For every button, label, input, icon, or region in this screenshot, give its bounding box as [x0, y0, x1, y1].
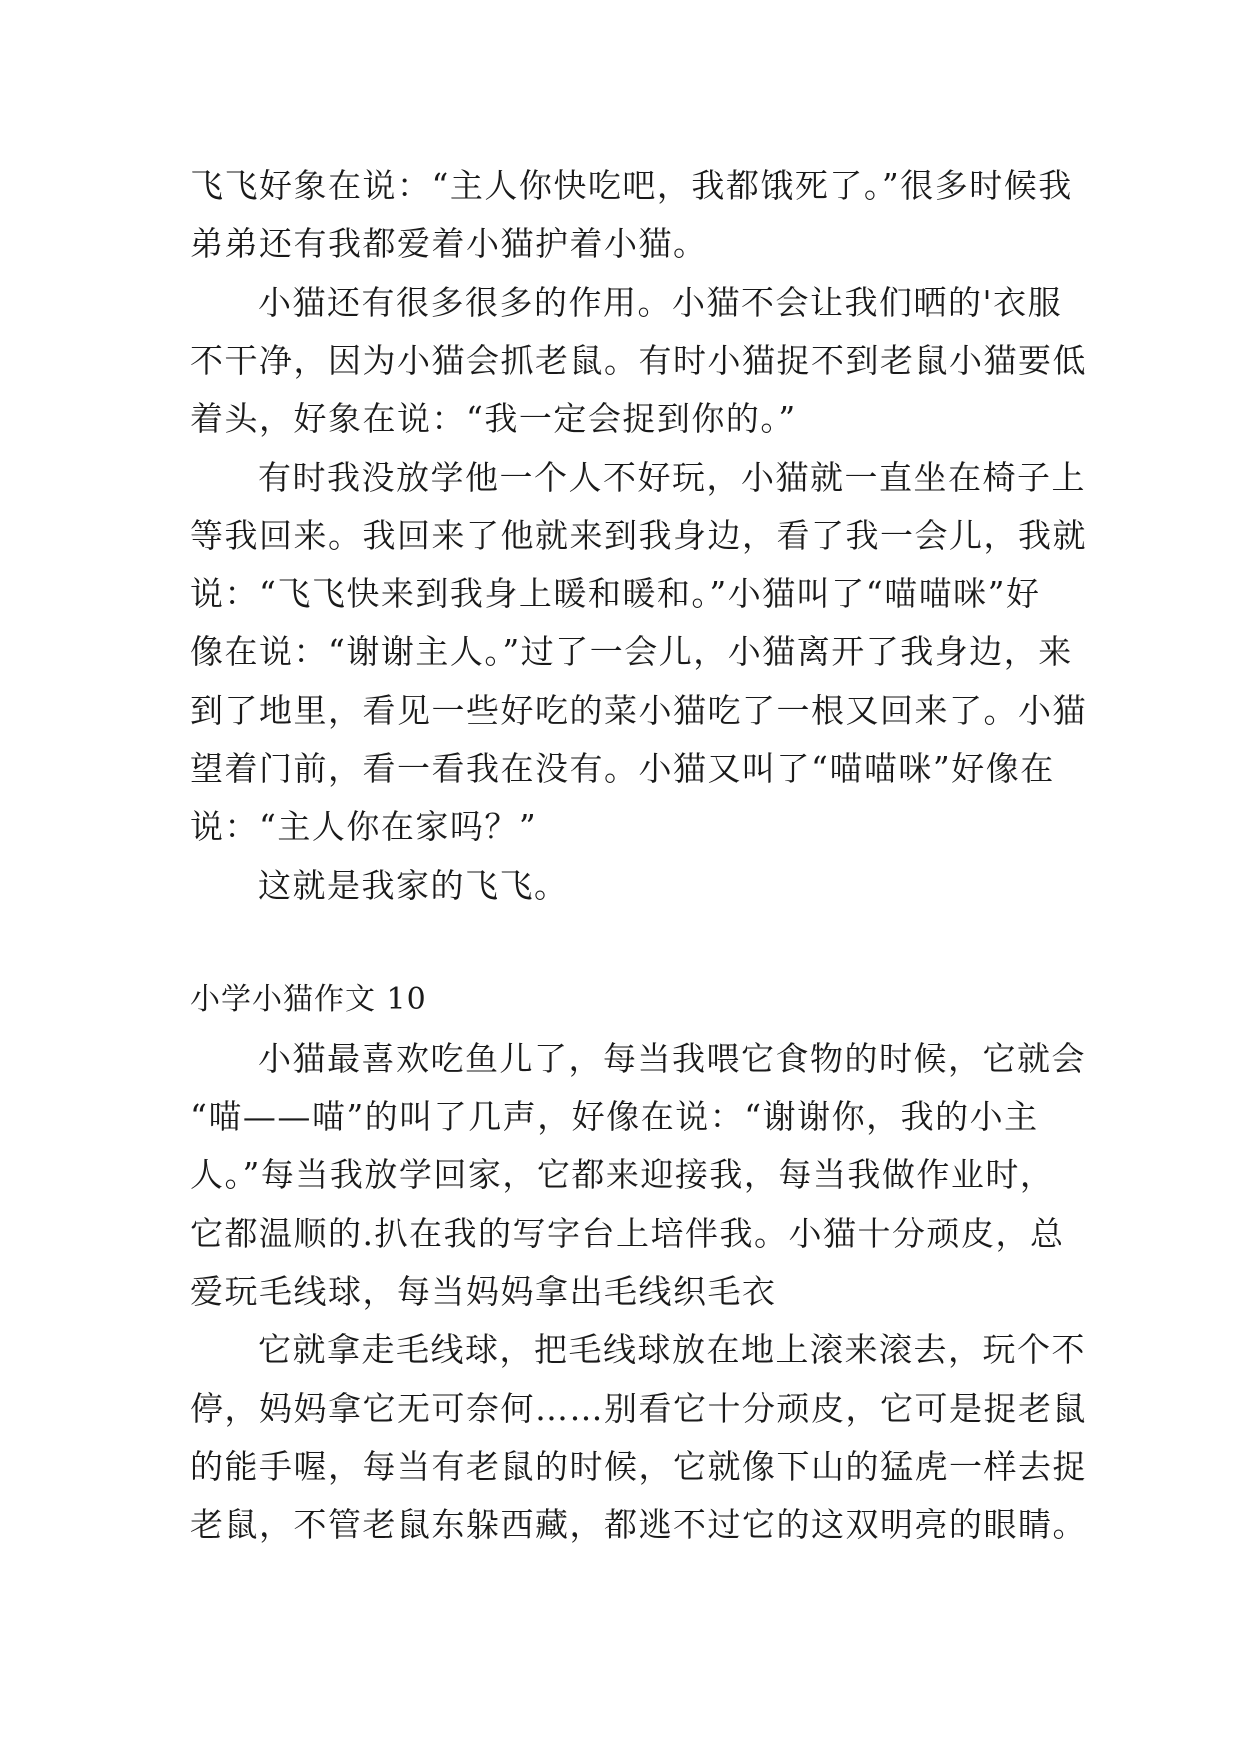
text-line: 像在说：“谢谢主人。”过了一会儿，小猫离开了我身边，来	[190, 632, 1073, 671]
text-line: 老鼠，不管老鼠东躲西藏，都逃不过它的这双明亮的眼睛。	[190, 1505, 1087, 1544]
paragraph-start-line: 小猫还有很多很多的作用。小猫不会让我们晒的'衣服	[258, 283, 1063, 322]
text-line: 的能手喔，每当有老鼠的时候，它就像下山的猛虎一样去捉	[190, 1447, 1087, 1486]
text-line: 停，妈妈拿它无可奈何……别看它十分顽皮，它可是捉老鼠	[190, 1389, 1087, 1428]
text-line: “喵——喵”的叫了几声，好像在说：“谢谢你，我的小主	[190, 1097, 1039, 1136]
text-line: 它都温顺的.扒在我的写字台上培伴我。小猫十分顽皮，总	[190, 1214, 1065, 1253]
text-line: 等我回来。我回来了他就来到我身边，看了我一会儿，我就	[190, 516, 1087, 555]
text-line: 不干净，因为小猫会抓老鼠。有时小猫捉不到老鼠小猫要低	[190, 341, 1087, 380]
text-line: 弟弟还有我都爱着小猫护着小猫。	[190, 224, 708, 263]
paragraph-start-line: 这就是我家的飞飞。	[258, 866, 569, 905]
paragraph-start-line: 有时我没放学他一个人不好玩，小猫就一直坐在椅子上	[258, 458, 1086, 497]
text-line: 说：“主人你在家吗？”	[190, 807, 538, 846]
paragraph-start-line: 它就拿走毛线球，把毛线球放在地上滚来滚去，玩个不	[258, 1330, 1086, 1369]
text-line: 着头，好象在说：“我一定会捉到你的。”	[190, 399, 797, 438]
section-title: 小学小猫作文 10	[190, 982, 427, 1017]
text-line: 飞飞好象在说：“主人你快吃吧，我都饿死了。”很多时候我	[190, 166, 1073, 205]
text-line: 爱玩毛线球，每当妈妈拿出毛线织毛衣	[190, 1272, 777, 1311]
text-line: 到了地里，看见一些好吃的菜小猫吃了一根又回来了。小猫	[190, 691, 1087, 730]
text-line: 说：“飞飞快来到我身上暖和暖和。”小猫叫了“喵喵咪”好	[190, 574, 1041, 613]
text-line: 人。”每当我放学回家，它都来迎接我，每当我做作业时，	[190, 1155, 1055, 1194]
paragraph-start-line: 小猫最喜欢吃鱼儿了，每当我喂它食物的时候，它就会	[258, 1039, 1086, 1078]
text-line: 望着门前，看一看我在没有。小猫又叫了“喵喵咪”好像在	[190, 749, 1055, 788]
